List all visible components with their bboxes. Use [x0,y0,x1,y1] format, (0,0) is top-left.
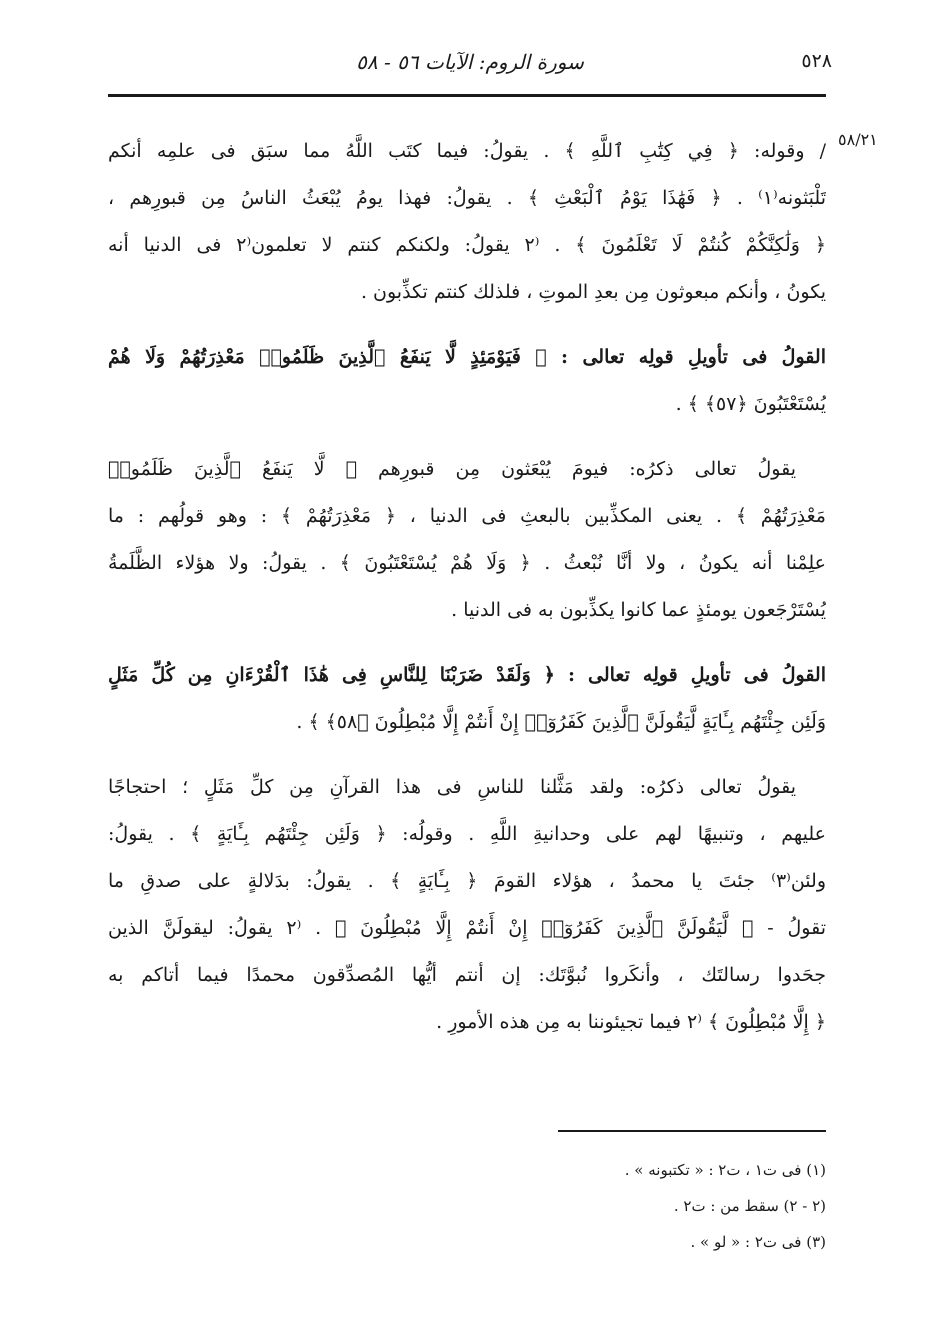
text-line: يُسْتَرْجَعون يومئذٍ عما كانوا يكذِّبون به فى الدنيا . [451,599,826,621]
page-number: ٥٢٨ [801,50,832,72]
text-line: / وقوله: ﴿ فِي كِتَٰبِ ٱللَّهِ ﴾ . يقولُ: فيما كتَب اللَّهُ مما سبَق فى علمِه أنكم [108,140,826,162]
text-line: تَلْبَثونه⁽١⁾ . ﴿ فَهَٰذَا يَوْمُ ٱلْبَعْثِ ﴾ . يقولُ: فهذا يومُ يُبْعَثُ الناسُ مِن قبورِهم ، [108,187,826,209]
footnote: (١) فى ت١ ، ت٢ : « تكتبونه » . [624,1161,826,1179]
margin-reference: ٥٨/٢١ [838,130,878,149]
section-heading-line: يُسْتَعْتَبُونَ ﴿٥٧﴾ ﴾ . [675,393,826,415]
text-line: ولئن⁽٣⁾ جئتَ يا محمدُ ، هؤلاء القومَ ﴿ بِـَٔايَةٍ ﴾ . يقولُ: بدَلالةٍ على صدقِ ما [108,870,826,892]
text-line: عليهم ، وتنبيهًا لهم على وحدانيةِ اللَّهِ . وقولُه: ﴿ وَلَئِن جِئْتَهُم بِـَٔايَةٍ ﴾ . يقولُ: [108,823,826,845]
text-line: ﴿ إِلَّا مُبْطِلُونَ ﴾ ⁽٢ فيما تجيئوننا به مِن هذه الأمورِ . [436,1011,826,1033]
section-heading-line: وَلَئِن جِئْتَهُم بِـَٔايَةٍ لَّيَقُولَنَّ ٱلَّذِينَ كَفَرُوٓا۟ إِنْ أَنتُمْ إِلَّا مُبْطِلُونَ ﴿٥٨﴾ ﴾ . [296,711,826,733]
section-heading-line: القولُ فى تأويلِ قولِه تعالى : ﴿ وَلَقَدْ ضَرَبْنَا لِلنَّاسِ فِى هَٰذَا ٱلْقُرْءَانِ مِن كُلِّ مَثَلٍ [108,664,826,686]
footnote: (٢ - ٢) سقط من : ت٢ . [673,1197,826,1215]
text-line: تقولُ - ﴿ لَّيَقُولَنَّ ٱلَّذِينَ كَفَرُوٓا۟ إِنْ أَنتُمْ إِلَّا مُبْطِلُونَ ﴾ . ⁽٢ يقولُ: ليقولَنَّ الذين [108,917,826,939]
main-text [108,128,826,1046]
text-line: يقولُ تعالى ذكرُه: ولقد مَثَّلنا للناسِ فى هذا القرآنِ مِن كلِّ مَثَلٍ ؛ احتجاجًا [108,776,796,798]
text-line: ﴿ وَلَٰكِنَّكُمْ كُنتُمْ لَا تَعْلَمُونَ ﴾ . ⁽٢ يقولُ: ولكنكم كنتم لا تعلمون⁽٢ فى الدنيا أنه [108,234,826,256]
footnote-rule [558,1130,826,1132]
text-line: مَعْذِرَتُهُمْ ﴾ . يعنى المكذِّبين بالبعثِ فى الدنيا ، ﴿ مَعْذِرَتُهُمْ ﴾ : وهو قولُهم : ما [108,505,826,527]
footnote: (٣) فى ت٢ : « لو » . [690,1233,826,1251]
text-line: جحَدوا رسالتَك ، وأنكَروا نُبوَّتَك: إن أنتم أيُّها المُصدِّقون محمدًا فيما أتاكم به [108,964,826,986]
text-line: علِمْنا أنه يكونُ ، ولا أنَّا نُبْعثُ . ﴿ وَلَا هُمْ يُسْتَعْتَبُونَ ﴾ . يقولُ: ولا هؤلاء الظَّلَمةُ [108,552,826,574]
footnotes [126,1152,826,1260]
text-line: يقولُ تعالى ذكرُه: فيومَ يُبْعَثون مِن قبورِهم ﴿ لَّا يَنفَعُ ٱلَّذِينَ ظَلَمُوا۟ [108,458,796,480]
section-heading-line: القولُ فى تأويلِ قولِه تعالى : ﴿ فَيَوْمَئِذٍ لَّا يَنفَعُ ٱلَّذِينَ ظَلَمُوا۟ مَعْذِرَتُهُمْ وَلَا هُمْ [108,346,826,368]
text-line: يكونُ ، وأنكم مبعوثون مِن بعدِ الموتِ ، فلذلك كنتم تكذِّبون . [360,281,826,303]
running-header-title: سورة الروم: الآيات ٥٦ - ٥٨ [356,50,584,74]
header-rule [108,94,826,97]
